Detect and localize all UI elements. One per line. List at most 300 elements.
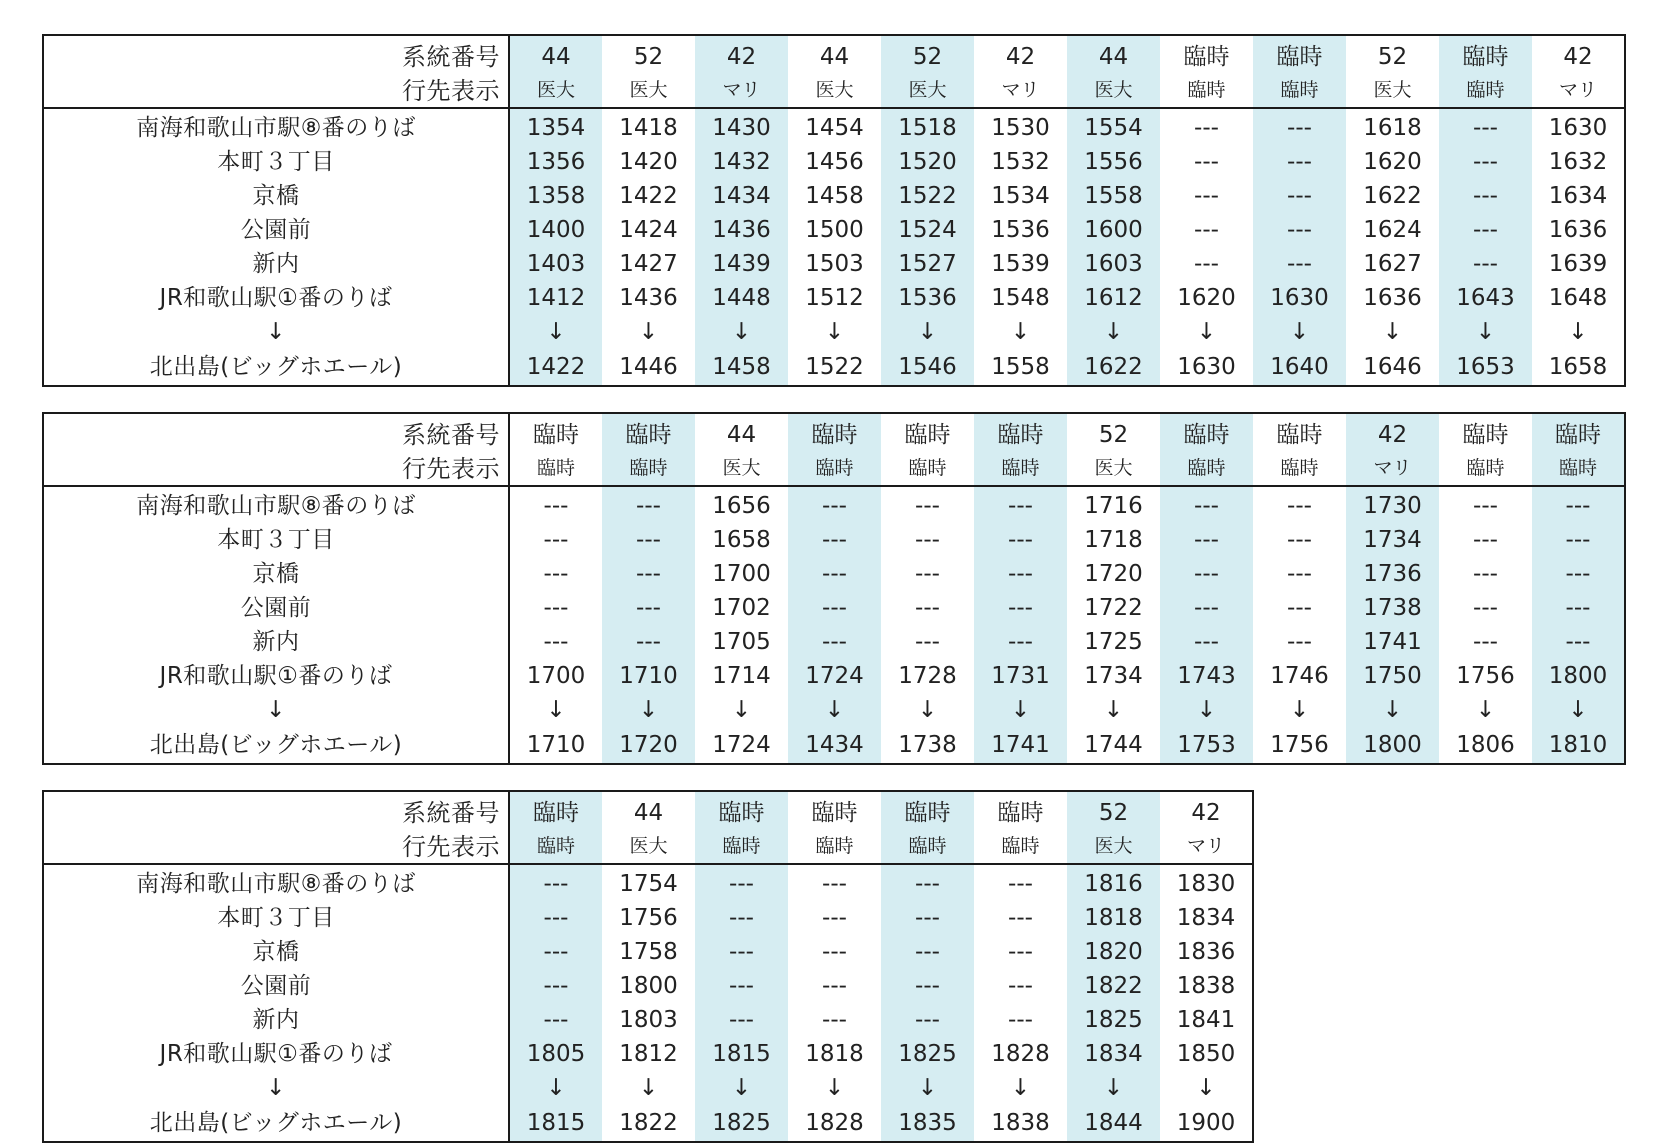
time-cell: --- <box>788 591 881 625</box>
time-cell: 1705 <box>712 628 771 655</box>
time-cell: --- <box>509 901 602 935</box>
time-cell: --- <box>1439 145 1532 179</box>
time-cell: --- <box>974 625 1067 659</box>
destination-cell: 臨時 <box>509 452 602 486</box>
time-cell: --- <box>822 870 847 897</box>
down-arrow-icon: ↓ <box>1067 315 1160 349</box>
time-cell: 1632 <box>1548 148 1608 175</box>
time-cell: 1536 <box>881 281 974 315</box>
destination-cell: 医大 <box>602 74 695 108</box>
station-name: 本町３丁目 <box>43 523 509 557</box>
route-number-cell: 52 <box>1377 43 1408 70</box>
time-cell: --- <box>602 557 695 591</box>
time-cell: --- <box>1473 594 1498 621</box>
time-cell: --- <box>788 523 881 557</box>
table-row <box>43 179 1625 213</box>
station-name: JR和歌山駅①番のりば <box>43 1037 509 1071</box>
time-cell: 1758 <box>619 938 678 965</box>
route-number-cell: 臨時 <box>1183 43 1230 70</box>
down-arrow-icon: ↓ <box>1439 315 1532 349</box>
route-number-cell: 臨時 <box>811 799 858 826</box>
destination-cell: 臨時 <box>695 830 788 864</box>
time-cell: 1724 <box>712 731 771 758</box>
time-cell: --- <box>1473 492 1498 519</box>
destination-cell: マリ <box>695 74 788 108</box>
destination-label: 行先表示 <box>43 74 509 108</box>
time-cell: 1656 <box>712 492 771 519</box>
time-cell: 1424 <box>619 216 678 243</box>
time-cell: 1558 <box>1067 179 1160 213</box>
time-cell: 1658 <box>1548 353 1608 380</box>
time-cell: --- <box>602 625 695 659</box>
destination-cell: 臨時 <box>509 830 602 864</box>
time-cell: 1636 <box>1363 284 1422 311</box>
station-name: 新内 <box>43 1003 509 1037</box>
time-cell: 1520 <box>881 145 974 179</box>
time-cell: 1420 <box>619 148 678 175</box>
table-row <box>43 625 1625 659</box>
table-row <box>43 659 1625 693</box>
time-cell: --- <box>915 594 940 621</box>
time-cell: 1630 <box>1253 281 1346 315</box>
time-cell: 1718 <box>1084 526 1143 553</box>
time-cell: 1800 <box>1346 727 1439 764</box>
down-arrow-icon: ↓ <box>788 693 881 727</box>
time-cell: --- <box>543 560 569 587</box>
down-arrow-icon: ↓ <box>1382 318 1403 345</box>
table-row <box>43 1071 1253 1105</box>
down-arrow-icon: ↓ <box>824 318 845 345</box>
time-cell: 1400 <box>509 213 602 247</box>
route-number-cell: 42 <box>1191 799 1221 826</box>
time-cell: --- <box>822 1006 847 1033</box>
time-cell: --- <box>788 557 881 591</box>
time-cell: 1835 <box>881 1105 974 1142</box>
route-number-cell: 42 <box>1005 43 1036 70</box>
time-cell: --- <box>1253 145 1346 179</box>
route-number-cell: 臨時 <box>788 413 881 452</box>
time-cell: 1439 <box>695 247 788 281</box>
time-cell: --- <box>1194 182 1219 209</box>
time-cell: 1358 <box>509 179 602 213</box>
time-cell: 1825 <box>1067 1003 1160 1037</box>
time-cell: --- <box>1160 557 1253 591</box>
time-cell: --- <box>974 557 1067 591</box>
time-cell: 1805 <box>509 1037 602 1071</box>
destination-cell: 医大 <box>881 74 974 108</box>
time-cell: 1524 <box>881 213 974 247</box>
time-cell: --- <box>1439 213 1532 247</box>
time-cell: --- <box>1160 625 1253 659</box>
time-cell: 1815 <box>695 1037 788 1071</box>
time-cell: 1818 <box>1067 901 1160 935</box>
time-cell: 1432 <box>695 145 788 179</box>
time-cell: 1522 <box>805 353 864 380</box>
timetable-1 <box>42 34 1626 387</box>
time-cell: 1836 <box>1176 938 1236 965</box>
destination-cell: 医大 <box>509 74 602 108</box>
time-cell: 1734 <box>1346 523 1439 557</box>
time-cell: 1634 <box>1548 182 1608 209</box>
time-cell: 1639 <box>1548 250 1608 277</box>
down-arrow-icon: ↓ <box>1010 1074 1031 1101</box>
route-number-label: 系統番号 <box>43 35 509 74</box>
table-row <box>43 727 1625 764</box>
destination-cell: 臨時 <box>788 452 881 486</box>
time-cell: 1356 <box>509 145 602 179</box>
time-cell: --- <box>915 560 940 587</box>
route-number-cell: 44 <box>509 35 602 74</box>
route-number-cell: 44 <box>726 421 757 448</box>
table-row <box>43 864 1253 901</box>
down-arrow-icon: ↓ <box>824 1074 845 1101</box>
table-row <box>43 523 1625 557</box>
station-name: 南海和歌山市駅⑧番のりば <box>43 108 509 145</box>
table-row <box>43 281 1625 315</box>
time-cell: 1434 <box>695 179 788 213</box>
time-cell: 1534 <box>991 182 1050 209</box>
table-row <box>43 557 1625 591</box>
time-cell: 1600 <box>1067 213 1160 247</box>
time-cell: 1800 <box>1532 659 1625 693</box>
route-number-cell: 52 <box>633 43 664 70</box>
time-cell: 1620 <box>1177 284 1236 311</box>
destination-label: 行先表示 <box>43 452 509 486</box>
down-arrow-icon: ↓ <box>974 693 1067 727</box>
time-cell: 1554 <box>1067 108 1160 145</box>
time-cell: 1722 <box>1084 594 1143 621</box>
time-cell: --- <box>1008 1006 1033 1033</box>
time-cell: 1724 <box>788 659 881 693</box>
station-name: 公園前 <box>43 591 509 625</box>
destination-cell: マリ <box>1532 74 1625 108</box>
down-arrow-icon: ↓ <box>1010 318 1031 345</box>
route-number-cell: 臨時 <box>881 791 974 830</box>
time-cell: 1736 <box>1346 557 1439 591</box>
destination-cell: 臨時 <box>602 452 695 486</box>
time-cell: 1354 <box>509 108 602 145</box>
time-cell: --- <box>1194 148 1219 175</box>
time-cell: --- <box>509 864 602 901</box>
table-row <box>43 1105 1253 1142</box>
time-cell: --- <box>1439 179 1532 213</box>
time-cell: 1834 <box>1176 904 1236 931</box>
time-cell: 1643 <box>1439 281 1532 315</box>
time-cell: 1725 <box>1084 628 1143 655</box>
destination-cell: 医大 <box>695 452 788 486</box>
destination-cell: 臨時 <box>788 830 881 864</box>
destination-cell: 医大 <box>1067 830 1160 864</box>
time-cell: 1446 <box>619 353 678 380</box>
down-arrow-icon: ↓ <box>638 318 659 345</box>
time-cell: --- <box>1008 972 1033 999</box>
time-cell: --- <box>788 486 881 523</box>
station-name: 京橋 <box>43 179 509 213</box>
time-cell: 1622 <box>1363 182 1422 209</box>
time-cell: 1756 <box>619 904 678 931</box>
time-cell: --- <box>822 904 847 931</box>
route-number-cell: 52 <box>881 35 974 74</box>
time-cell: 1828 <box>991 1040 1050 1067</box>
time-cell: 1618 <box>1363 114 1422 141</box>
down-arrow-icon: ↓ <box>546 696 566 723</box>
time-cell: 1753 <box>1160 727 1253 764</box>
time-cell: 1850 <box>1176 1040 1236 1067</box>
station-name: 北出島(ビッグホエール) <box>43 349 509 386</box>
time-cell: 1434 <box>788 727 881 764</box>
time-cell: 1812 <box>619 1040 678 1067</box>
time-cell: 1700 <box>526 662 586 689</box>
time-cell: 1728 <box>898 662 957 689</box>
time-cell: --- <box>1008 904 1033 931</box>
time-cell: --- <box>1287 594 1312 621</box>
down-arrow-icon: ↓ <box>917 696 938 723</box>
time-cell: --- <box>915 628 940 655</box>
time-cell: --- <box>602 523 695 557</box>
time-cell: 1720 <box>602 727 695 764</box>
route-number-cell: 42 <box>1563 43 1593 70</box>
down-arrow-icon: ↓ <box>1532 693 1625 727</box>
table-row <box>43 213 1625 247</box>
route-number-cell: 臨時 <box>1462 421 1509 448</box>
time-cell: 1512 <box>805 284 864 311</box>
time-cell: 1556 <box>1067 145 1160 179</box>
destination-cell: 医大 <box>1346 74 1439 108</box>
time-cell: --- <box>695 901 788 935</box>
table-row <box>43 145 1625 179</box>
down-arrow-icon: ↓ <box>1346 693 1439 727</box>
time-cell: 1730 <box>1346 486 1439 523</box>
time-cell: --- <box>1287 560 1312 587</box>
time-cell: 1430 <box>695 108 788 145</box>
time-cell: 1624 <box>1363 216 1422 243</box>
table-row <box>43 108 1625 145</box>
route-number-cell: 52 <box>1098 421 1129 448</box>
down-arrow-icon: ↓ <box>1289 696 1310 723</box>
destination-cell: マリ <box>974 74 1067 108</box>
time-cell: --- <box>1287 492 1312 519</box>
route-number-cell: 臨時 <box>533 421 579 448</box>
time-cell: --- <box>1008 870 1033 897</box>
time-cell: --- <box>881 864 974 901</box>
time-cell: 1825 <box>695 1105 788 1142</box>
time-cell: --- <box>1473 526 1498 553</box>
time-cell: 1458 <box>805 182 864 209</box>
down-arrow-icon: ↓ <box>731 696 752 723</box>
time-cell: 1630 <box>1177 353 1236 380</box>
time-cell: 1828 <box>805 1109 864 1136</box>
destination-cell: 臨時 <box>881 452 974 486</box>
time-cell: --- <box>881 1003 974 1037</box>
route-number-cell: 臨時 <box>997 799 1044 826</box>
route-number-label: 系統番号 <box>43 791 509 830</box>
time-cell: --- <box>881 901 974 935</box>
time-cell: 1436 <box>695 213 788 247</box>
station-name: ↓ <box>43 1071 509 1105</box>
destination-cell: 臨時 <box>974 830 1067 864</box>
time-cell: 1710 <box>602 659 695 693</box>
time-cell: 1810 <box>1532 727 1625 764</box>
route-number-cell: 臨時 <box>602 413 695 452</box>
time-cell: --- <box>1253 213 1346 247</box>
down-arrow-icon: ↓ <box>638 1074 659 1101</box>
time-cell: --- <box>695 864 788 901</box>
time-cell: --- <box>543 628 569 655</box>
time-cell: 1539 <box>991 250 1050 277</box>
route-number-cell: 臨時 <box>1253 35 1346 74</box>
time-cell: --- <box>1532 625 1625 659</box>
down-arrow-icon: ↓ <box>509 315 602 349</box>
destination-cell: 医大 <box>788 74 881 108</box>
time-cell: --- <box>822 938 847 965</box>
time-cell: --- <box>1008 938 1033 965</box>
time-cell: 1503 <box>805 250 864 277</box>
time-cell: 1603 <box>1067 247 1160 281</box>
time-cell: 1820 <box>1067 935 1160 969</box>
route-number-label: 系統番号 <box>43 413 509 452</box>
time-cell: 1750 <box>1346 659 1439 693</box>
time-cell: --- <box>915 526 940 553</box>
time-cell: 1653 <box>1439 349 1532 386</box>
time-cell: 1815 <box>509 1105 602 1142</box>
time-cell: 1743 <box>1160 659 1253 693</box>
station-name: 新内 <box>43 247 509 281</box>
route-number-cell: 44 <box>633 799 664 826</box>
time-cell: --- <box>974 486 1067 523</box>
time-cell: --- <box>509 935 602 969</box>
down-arrow-icon: ↓ <box>1103 696 1124 723</box>
time-cell: 1710 <box>526 731 586 758</box>
destination-cell: 臨時 <box>1160 74 1253 108</box>
station-name: 新内 <box>43 625 509 659</box>
destination-cell: 臨時 <box>1253 452 1346 486</box>
destination-label: 行先表示 <box>43 830 509 864</box>
timetable-2 <box>42 412 1626 765</box>
time-cell: 1622 <box>1067 349 1160 386</box>
time-cell: --- <box>1287 526 1312 553</box>
time-cell: --- <box>509 1003 602 1037</box>
time-cell: --- <box>1253 108 1346 145</box>
down-arrow-icon: ↓ <box>1253 315 1346 349</box>
down-arrow-icon: ↓ <box>1475 696 1496 723</box>
time-cell: --- <box>915 492 940 519</box>
time-cell: --- <box>1194 114 1219 141</box>
table-row <box>43 486 1625 523</box>
time-cell: --- <box>1439 108 1532 145</box>
time-cell: --- <box>1532 557 1625 591</box>
down-arrow-icon: ↓ <box>1067 1071 1160 1105</box>
table-row <box>43 901 1253 935</box>
time-cell: 1744 <box>1084 731 1143 758</box>
time-cell: --- <box>1253 179 1346 213</box>
time-cell: --- <box>1532 591 1625 625</box>
time-cell: --- <box>1194 250 1219 277</box>
time-cell: 1844 <box>1067 1105 1160 1142</box>
time-cell: 1458 <box>695 349 788 386</box>
time-cell: 1448 <box>695 281 788 315</box>
station-name: 北出島(ビッグホエール) <box>43 727 509 764</box>
time-cell: 1422 <box>509 349 602 386</box>
route-number-cell: 臨時 <box>1276 421 1323 448</box>
time-cell: --- <box>543 594 569 621</box>
time-cell: --- <box>695 969 788 1003</box>
table-row <box>43 693 1625 727</box>
route-number-cell: 臨時 <box>904 421 951 448</box>
time-cell: 1456 <box>805 148 864 175</box>
time-cell: --- <box>1194 216 1219 243</box>
route-number-cell: 臨時 <box>695 791 788 830</box>
time-cell: 1427 <box>619 250 678 277</box>
time-cell: 1825 <box>881 1037 974 1071</box>
time-cell: 1640 <box>1253 349 1346 386</box>
time-cell: --- <box>788 625 881 659</box>
time-cell: 1822 <box>1067 969 1160 1003</box>
table-row <box>43 247 1625 281</box>
time-cell: 1841 <box>1176 1006 1236 1033</box>
down-arrow-icon: ↓ <box>695 1071 788 1105</box>
time-cell: 1803 <box>619 1006 678 1033</box>
time-cell: 1436 <box>619 284 678 311</box>
time-cell: --- <box>822 972 847 999</box>
station-name: JR和歌山駅①番のりば <box>43 281 509 315</box>
time-cell: 1741 <box>1346 625 1439 659</box>
destination-cell: 臨時 <box>1532 452 1625 486</box>
station-name: 南海和歌山市駅⑧番のりば <box>43 486 509 523</box>
time-cell: 1816 <box>1067 864 1160 901</box>
time-cell: 1702 <box>712 594 771 621</box>
time-cell: --- <box>974 591 1067 625</box>
station-name: ↓ <box>43 315 509 349</box>
time-cell: 1546 <box>881 349 974 386</box>
time-cell: 1700 <box>712 560 771 587</box>
time-cell: --- <box>1532 523 1625 557</box>
time-cell: 1900 <box>1176 1109 1236 1136</box>
table-row <box>43 935 1253 969</box>
time-cell: 1530 <box>991 114 1050 141</box>
time-cell: 1558 <box>991 353 1050 380</box>
timetable-3 <box>42 790 1254 1143</box>
time-cell: 1548 <box>991 284 1050 311</box>
time-cell: --- <box>881 935 974 969</box>
down-arrow-icon: ↓ <box>881 315 974 349</box>
down-arrow-icon: ↓ <box>602 693 695 727</box>
route-number-cell: 臨時 <box>974 413 1067 452</box>
time-cell: --- <box>1160 486 1253 523</box>
time-cell: 1741 <box>974 727 1067 764</box>
time-cell: --- <box>602 486 695 523</box>
time-cell: 1532 <box>991 148 1050 175</box>
destination-cell: 臨時 <box>974 452 1067 486</box>
time-cell: --- <box>1160 591 1253 625</box>
time-cell: 1536 <box>991 216 1050 243</box>
time-cell: 1500 <box>805 216 864 243</box>
station-name: 公園前 <box>43 213 509 247</box>
time-cell: --- <box>1287 628 1312 655</box>
destination-cell: 臨時 <box>881 830 974 864</box>
time-cell: 1746 <box>1270 662 1329 689</box>
route-number-cell: 52 <box>1067 791 1160 830</box>
time-cell: 1620 <box>1363 148 1422 175</box>
time-cell: --- <box>974 523 1067 557</box>
time-cell: 1734 <box>1084 662 1143 689</box>
destination-cell: 医大 <box>1067 74 1160 108</box>
time-cell: 1756 <box>1456 662 1515 689</box>
time-cell: --- <box>543 492 569 519</box>
route-number-cell: 42 <box>1346 413 1439 452</box>
time-cell: --- <box>695 935 788 969</box>
time-cell: 1838 <box>991 1109 1050 1136</box>
time-cell: 1422 <box>619 182 678 209</box>
